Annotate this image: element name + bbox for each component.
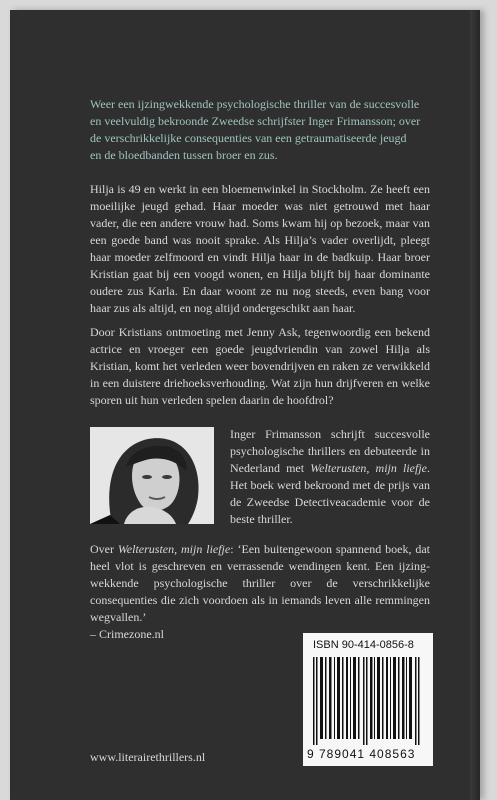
isbn-barcode	[303, 633, 433, 766]
review-quote: Over Welterusten, mijn liefje: ‘Een buitengewoon spannend boek, dat heel vlot is geschreven en verrassende wendingen kent. Een ijzing-wekkende psychologische thriller over de verschrikkelijke consequenties die zich voordoen als in iemands leven alle remmingen wegvallen.’ – Crimezone.nl	[90, 542, 430, 641]
barcode-bars	[311, 657, 425, 745]
author-photo	[90, 427, 214, 524]
quote-source: – Crimezone.nl	[90, 627, 164, 641]
intro-line-2: en veelvuldig bekroonde Zweedse schrijfster Inger Frimansson; over	[90, 114, 421, 128]
barcode-digits: 9 789041 408563	[307, 747, 416, 761]
synopsis-paragraph-2: Door Kristians ontmoeting met Jenny Ask, tegenwoordig een bekend actrice en vroeger een goede jeugdvriendin van zowel Hilja als Kristian, komt het verleden weer bovendrijven en raken ze verwikkeld in een duistere driehoeksverhouding. Wat zijn hun drijfveren en welke sporen uit hun verleden spelen daarin de hoofdrol?	[90, 325, 430, 407]
intro-line-1: Weer een ijzingwekkende psychologische thriller van de succesvolle	[90, 97, 420, 111]
synopsis-paragraph-1: Hilja is 49 en werkt in een bloemenwinkel in Stockholm. Ze heeft een moeilijke jeugd gehad. Haar moeder was niet getrouwd met haar vader, die een andere vrouw had. Soms kwam hij op bezoek, maar van een goede band was nooit sprake. Als Hilja’s vader overlijdt, pleegt haar moeder zelfmoord en vindt Hilja haar in de badkuip. Haar broer Kristian gaat bij een voogd wonen, en Hilja blijft bij haar dominante oudere zus Karla. En daar woont ze nu nog steeds, even bang voor haar zus als altijd, en nog altijd ondergeschikt aan haar.	[90, 182, 430, 315]
author-bio: Inger Frimansson schrijft succesvolle psychologische thrillers en debuteerde in Nederland met Welterusten, mijn liefje. Het boek werd bekroond met de prijs van de Zweedse Detectiveacademie voor de beste thriller.	[230, 427, 430, 526]
publisher-website[interactable]: www.literairethrillers.nl	[90, 750, 206, 764]
book-title-italic: Welterusten, mijn liefje	[310, 461, 427, 475]
quote-book-title: Welterusten, mijn liefje	[117, 542, 231, 556]
intro-line-4: en de bloedbanden tussen broer en zus.	[90, 148, 278, 162]
intro-line-3: de verschrikkelijke consequenties van een getraumatiseerde jeugd	[90, 131, 407, 145]
cover-edge	[470, 10, 480, 800]
intro-blurb	[90, 96, 430, 164]
isbn-label: ISBN 90-414-0856-8	[313, 639, 414, 651]
